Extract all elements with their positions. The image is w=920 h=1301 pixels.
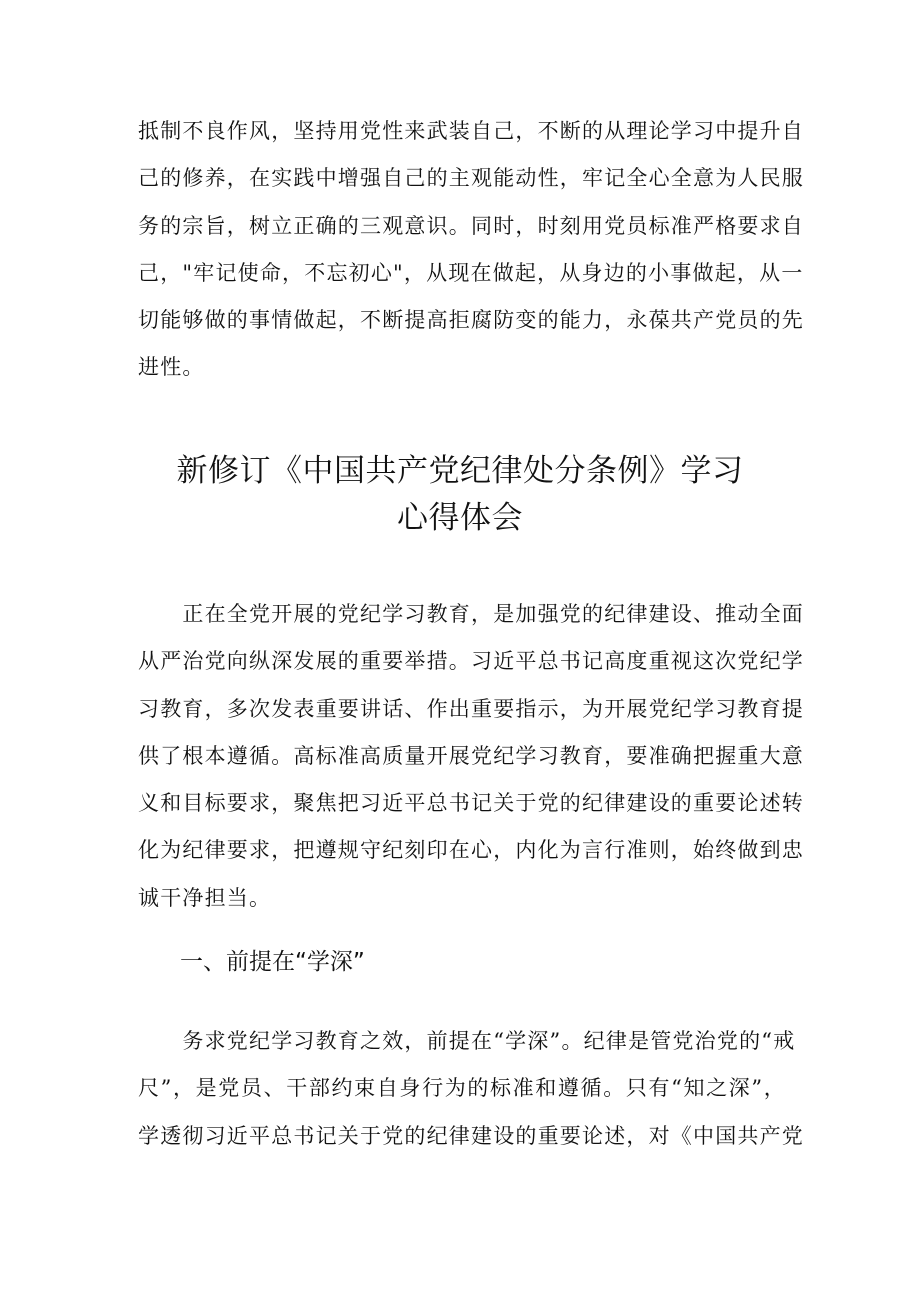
paragraph-line: 供了根本遵循。高标准高质量开展党纪学习教育，要准确把握重大意 [138, 743, 804, 768]
paragraph-line: 进性。 [138, 355, 205, 380]
paragraph-line: 正在全党开展的党纪学习教育，是加强党的纪律建设、推动全面 [138, 602, 804, 626]
paragraph-line: 义和目标要求，聚焦把习近平总书记关于党的纪律建设的重要论述转 [138, 791, 804, 816]
paragraph-line: 务求党纪学习教育之效，前提在“学深”。纪律是管党治党的“戒 [138, 1029, 796, 1053]
section-heading: 一、前提在“学深” [180, 949, 365, 975]
paragraph-line: 切能够做的事情做起，不断提高拒腐防变的能力，永葆共产党员的先 [138, 308, 804, 333]
paragraph-line: 己的修养，在实践中增强自己的主观能动性，牢记全心全意为人民服 [138, 166, 804, 191]
section-paragraph [138, 1018, 804, 1160]
paragraph-line: 尺”，是党员、干部约束自身行为的标准和遵循。只有“知之深”， [138, 1076, 786, 1101]
paragraph-line: 务的宗旨，树立正确的三观意识。同时，时刻用党员标准严格要求自 [138, 213, 804, 238]
paragraph-line: 学透彻习近平总书记关于党的纪律建设的重要论述，对《中国共产党 [138, 1123, 804, 1148]
article-title-line-2: 心得体会 [397, 500, 523, 536]
article-title-line-1: 新修订《中国共产党纪律处分条例》学习 [176, 453, 744, 489]
intro-paragraph [138, 591, 804, 922]
paragraph-line: 抵制不良作风，坚持用党性来武装自己，不断的从理论学习中提升自 [138, 119, 804, 143]
article-title [100, 448, 820, 542]
paragraph-line: 从严治党向纵深发展的重要举措。习近平总书记高度重视这次党纪学 [138, 649, 804, 674]
paragraph-continuation [138, 108, 804, 392]
paragraph-line: 习教育，多次发表重要讲话、作出重要指示，为开展党纪学习教育提 [138, 696, 804, 721]
paragraph-line: 诚干净担当。 [138, 885, 272, 910]
paragraph-line: 己，"牢记使命，不忘初心"，从现在做起，从身边的小事做起，从一 [138, 260, 804, 285]
paragraph-line: 化为纪律要求，把遵规守纪刻印在心，内化为言行准则，始终做到忠 [138, 838, 804, 863]
